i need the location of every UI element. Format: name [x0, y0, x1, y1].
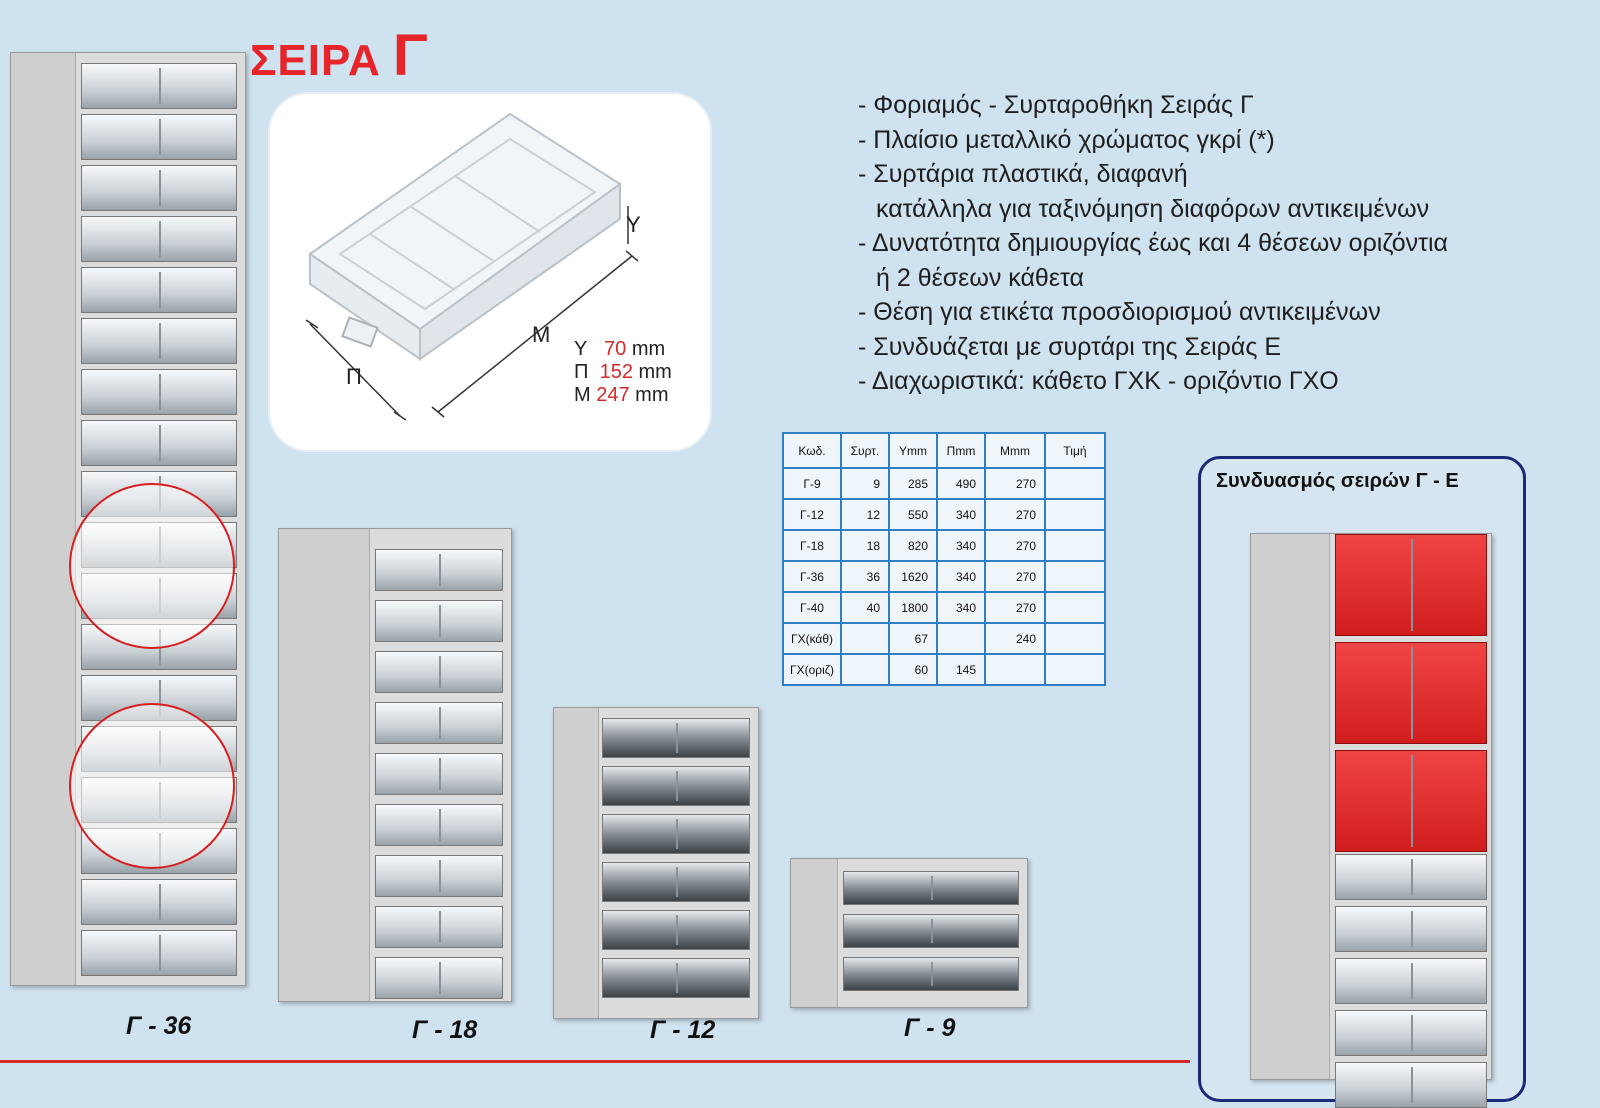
cabinet-drawer: [602, 910, 750, 950]
table-cell: 270: [985, 499, 1045, 530]
cabinet-drawer: [81, 267, 237, 313]
cabinet-drawer: [602, 814, 750, 854]
col-header-drawers: Συρτ.: [841, 433, 889, 468]
drawer-divider: [159, 884, 161, 920]
cabinet-label-g18: Γ - 18: [412, 1016, 478, 1044]
cabinet-side: [279, 529, 370, 1001]
detail-circle: [69, 483, 235, 649]
table-cell: 9: [841, 468, 889, 499]
features-list: [858, 88, 1598, 399]
table-row: [783, 499, 1105, 530]
table-cell: [1045, 530, 1105, 561]
spec-table: [782, 432, 1106, 686]
table-cell: [1045, 654, 1105, 685]
cabinet-drawer: [843, 957, 1019, 991]
cabinet-drawer: [81, 930, 237, 976]
drawer-divider: [159, 221, 161, 257]
drawer-divider: [439, 554, 441, 586]
cabinet-g36: [10, 52, 246, 986]
dim-row-value: 70: [604, 338, 627, 360]
drawer-divider: [439, 758, 441, 790]
drawer-divider: [1411, 1015, 1413, 1051]
cabinet-g9: [790, 858, 1028, 1008]
drawer-divider: [159, 425, 161, 461]
dim-y-label: Υ: [626, 212, 641, 237]
drawer-divider: [676, 963, 678, 993]
dim-row-value: 152: [599, 361, 633, 383]
cabinet-g18: [278, 528, 512, 1002]
drawer-divider: [676, 723, 678, 753]
table-cell: 340: [937, 499, 985, 530]
feature-item: - Δυνατότητα δημιουργίας έως και 4 θέσεων οριζόντια: [858, 229, 1448, 257]
drawer-divider: [676, 867, 678, 897]
dim-row-label: Υ: [574, 338, 588, 360]
cabinet-drawer: [375, 702, 503, 744]
cabinet-drawer: [1335, 1010, 1487, 1056]
feature-item: - Συνδυάζεται με συρτάρι της Σειράς Ε: [858, 332, 1282, 361]
drawer-divider: [439, 809, 441, 841]
table-cell: 36: [841, 561, 889, 592]
table-cell: [1045, 468, 1105, 499]
table-cell: 340: [937, 561, 985, 592]
cabinet-drawer: [843, 914, 1019, 948]
table-row: [783, 623, 1105, 654]
table-cell: [1045, 592, 1105, 623]
table-cell: 550: [889, 499, 937, 530]
drawer-divider: [439, 962, 441, 994]
table-cell: [841, 654, 889, 685]
col-header-height: Υmm: [889, 433, 937, 468]
cabinet-drawer: [81, 114, 237, 160]
cabinet-drawer: [1335, 1062, 1487, 1108]
feature-item: κατάλληλα για ταξινόμηση διαφόρων αντικειμένων: [876, 194, 1430, 223]
col-header-width: Πmm: [937, 433, 985, 468]
drawer-divider: [676, 771, 678, 801]
feature-item: ή 2 θέσεων κάθετα: [876, 263, 1084, 292]
series-word: ΣΕΙΡΑ: [250, 36, 381, 85]
cabinet-drawer: [81, 216, 237, 262]
cabinet-drawer: [81, 369, 237, 415]
drawer-divider: [931, 962, 933, 986]
cabinet-drawer: [375, 753, 503, 795]
table-cell: 340: [937, 592, 985, 623]
col-header-depth: Μmm: [985, 433, 1045, 468]
table-cell: [1045, 623, 1105, 654]
table-cell: [841, 623, 889, 654]
table-row: [783, 561, 1105, 592]
dim-row-label: Π: [574, 361, 589, 383]
drawer-divider: [1411, 963, 1413, 999]
table-cell: 285: [889, 468, 937, 499]
cabinet-drawer: [81, 165, 237, 211]
cabinet-drawer: [81, 879, 237, 925]
feature-item: - Θέση για ετικέτα προσδιορισμού αντικειμένων: [858, 298, 1381, 326]
table-cell: 270: [985, 592, 1045, 623]
table-cell: 240: [985, 623, 1045, 654]
table-cell: 1620: [889, 561, 937, 592]
dim-row-m: [574, 384, 672, 407]
table-cell: [985, 654, 1045, 685]
table-cell: [1045, 499, 1105, 530]
cabinet-combo: [1250, 533, 1492, 1080]
cabinet-drawer: [81, 63, 237, 109]
drawer-divider: [1411, 647, 1413, 739]
drawer-divider: [1411, 859, 1413, 895]
cabinet-side: [11, 53, 76, 985]
feature-item: - Διαχωριστικά: κάθετο ΓΧΚ - οριζόντιο ΓΧΟ: [858, 367, 1339, 395]
series-title: [250, 22, 429, 89]
drawer-divider: [931, 919, 933, 943]
cabinet-drawer: [375, 906, 503, 948]
cabinet-drawer: [843, 871, 1019, 905]
series-letter: Γ: [392, 23, 429, 88]
cabinet-g12: [553, 707, 759, 1019]
table-cell: Γ-40: [783, 592, 841, 623]
dimension-values: [574, 338, 672, 407]
cabinet-drawer: [1335, 750, 1487, 852]
table-cell: 270: [985, 468, 1045, 499]
table-cell: 145: [937, 654, 985, 685]
drawer-divider: [439, 911, 441, 943]
dim-row-p: [574, 361, 672, 384]
cabinet-drawer: [375, 651, 503, 693]
table-cell: Γ-9: [783, 468, 841, 499]
cabinet-drawer: [375, 549, 503, 591]
detail-circle: [69, 703, 235, 869]
table-row: [783, 530, 1105, 561]
drawer-divider: [1411, 755, 1413, 847]
combination-title: Συνδυασμός σειρών Γ - Ε: [1212, 470, 1463, 493]
drawer-divider: [159, 170, 161, 206]
table-cell: 270: [985, 530, 1045, 561]
table-cell: Γ-12: [783, 499, 841, 530]
cabinet-drawer: [1335, 854, 1487, 900]
cabinet-label-g36: Γ - 36: [126, 1012, 192, 1040]
drawer-divider: [1411, 539, 1413, 631]
cabinet-drawer: [375, 855, 503, 897]
drawer-divider: [159, 68, 161, 104]
col-header-price: Τιμή: [1045, 433, 1105, 468]
cabinet-drawer: [602, 862, 750, 902]
drawer-divider: [676, 819, 678, 849]
cabinet-drawer: [375, 957, 503, 999]
feature-item: - Πλαίσιο μεταλλικό χρώματος γκρί (*): [858, 125, 1275, 154]
table-row: [783, 592, 1105, 623]
table-cell: Γ-18: [783, 530, 841, 561]
drawer-divider: [439, 656, 441, 688]
table-cell: 1800: [889, 592, 937, 623]
drawer-divider: [439, 707, 441, 739]
table-row: [783, 654, 1105, 685]
cabinet-side: [554, 708, 599, 1018]
cabinet-drawer: [375, 600, 503, 642]
table-cell: 490: [937, 468, 985, 499]
cabinet-drawer: [1335, 534, 1487, 636]
table-cell: 270: [985, 561, 1045, 592]
table-cell: Γ-36: [783, 561, 841, 592]
drawer-divider: [159, 374, 161, 410]
drawer-divider: [931, 876, 933, 900]
bottom-rule: [0, 1060, 1190, 1063]
drawer-divider: [1411, 1067, 1413, 1103]
cabinet-label-g9: Γ - 9: [904, 1014, 956, 1042]
drawer-divider: [159, 272, 161, 308]
cabinet-drawer: [1335, 642, 1487, 744]
drawer-divider: [1411, 911, 1413, 947]
dim-row-label: Μ: [574, 384, 591, 406]
drawer-divider: [159, 935, 161, 971]
table-cell: ΓΧ(οριζ): [783, 654, 841, 685]
drawer-divider: [159, 119, 161, 155]
dim-row-unit: mm: [631, 338, 666, 360]
dim-row-y: [574, 338, 672, 361]
table-cell: 820: [889, 530, 937, 561]
table-cell: [937, 623, 985, 654]
table-row: [783, 468, 1105, 499]
dim-row-value: 247: [596, 384, 630, 406]
drawer-illustration-panel: [268, 92, 712, 452]
cabinet-drawer: [81, 420, 237, 466]
table-cell: 340: [937, 530, 985, 561]
dim-p-label: Π: [346, 364, 362, 389]
cabinet-side: [791, 859, 838, 1007]
cabinet-drawer: [602, 718, 750, 758]
feature-item: - Συρτάρια πλαστικά, διαφανή: [858, 160, 1188, 188]
cabinet-drawer: [1335, 906, 1487, 952]
dim-m-label: Μ: [532, 322, 551, 347]
cabinet-drawer: [602, 958, 750, 998]
drawer-divider: [439, 605, 441, 637]
table-cell: 67: [889, 623, 937, 654]
feature-item: - Φοριαμός - Συρταροθήκη Σειράς Γ: [858, 91, 1254, 119]
drawer-divider: [159, 323, 161, 359]
table-cell: 12: [841, 499, 889, 530]
table-cell: 40: [841, 592, 889, 623]
table-cell: [1045, 561, 1105, 592]
cabinet-side: [1251, 534, 1330, 1079]
table-cell: 60: [889, 654, 937, 685]
table-header-row: [783, 433, 1105, 468]
drawer-divider: [676, 915, 678, 945]
cabinet-drawer: [81, 318, 237, 364]
table-cell: ΓΧ(κάθ): [783, 623, 841, 654]
col-header-code: Κωδ.: [783, 433, 841, 468]
table-cell: 18: [841, 530, 889, 561]
dim-row-unit: mm: [635, 384, 669, 406]
dim-row-unit: mm: [638, 361, 672, 383]
cabinet-drawer: [375, 804, 503, 846]
cabinet-drawer: [602, 766, 750, 806]
cabinet-drawer: [1335, 958, 1487, 1004]
cabinet-label-g12: Γ - 12: [650, 1016, 716, 1044]
drawer-divider: [439, 860, 441, 892]
